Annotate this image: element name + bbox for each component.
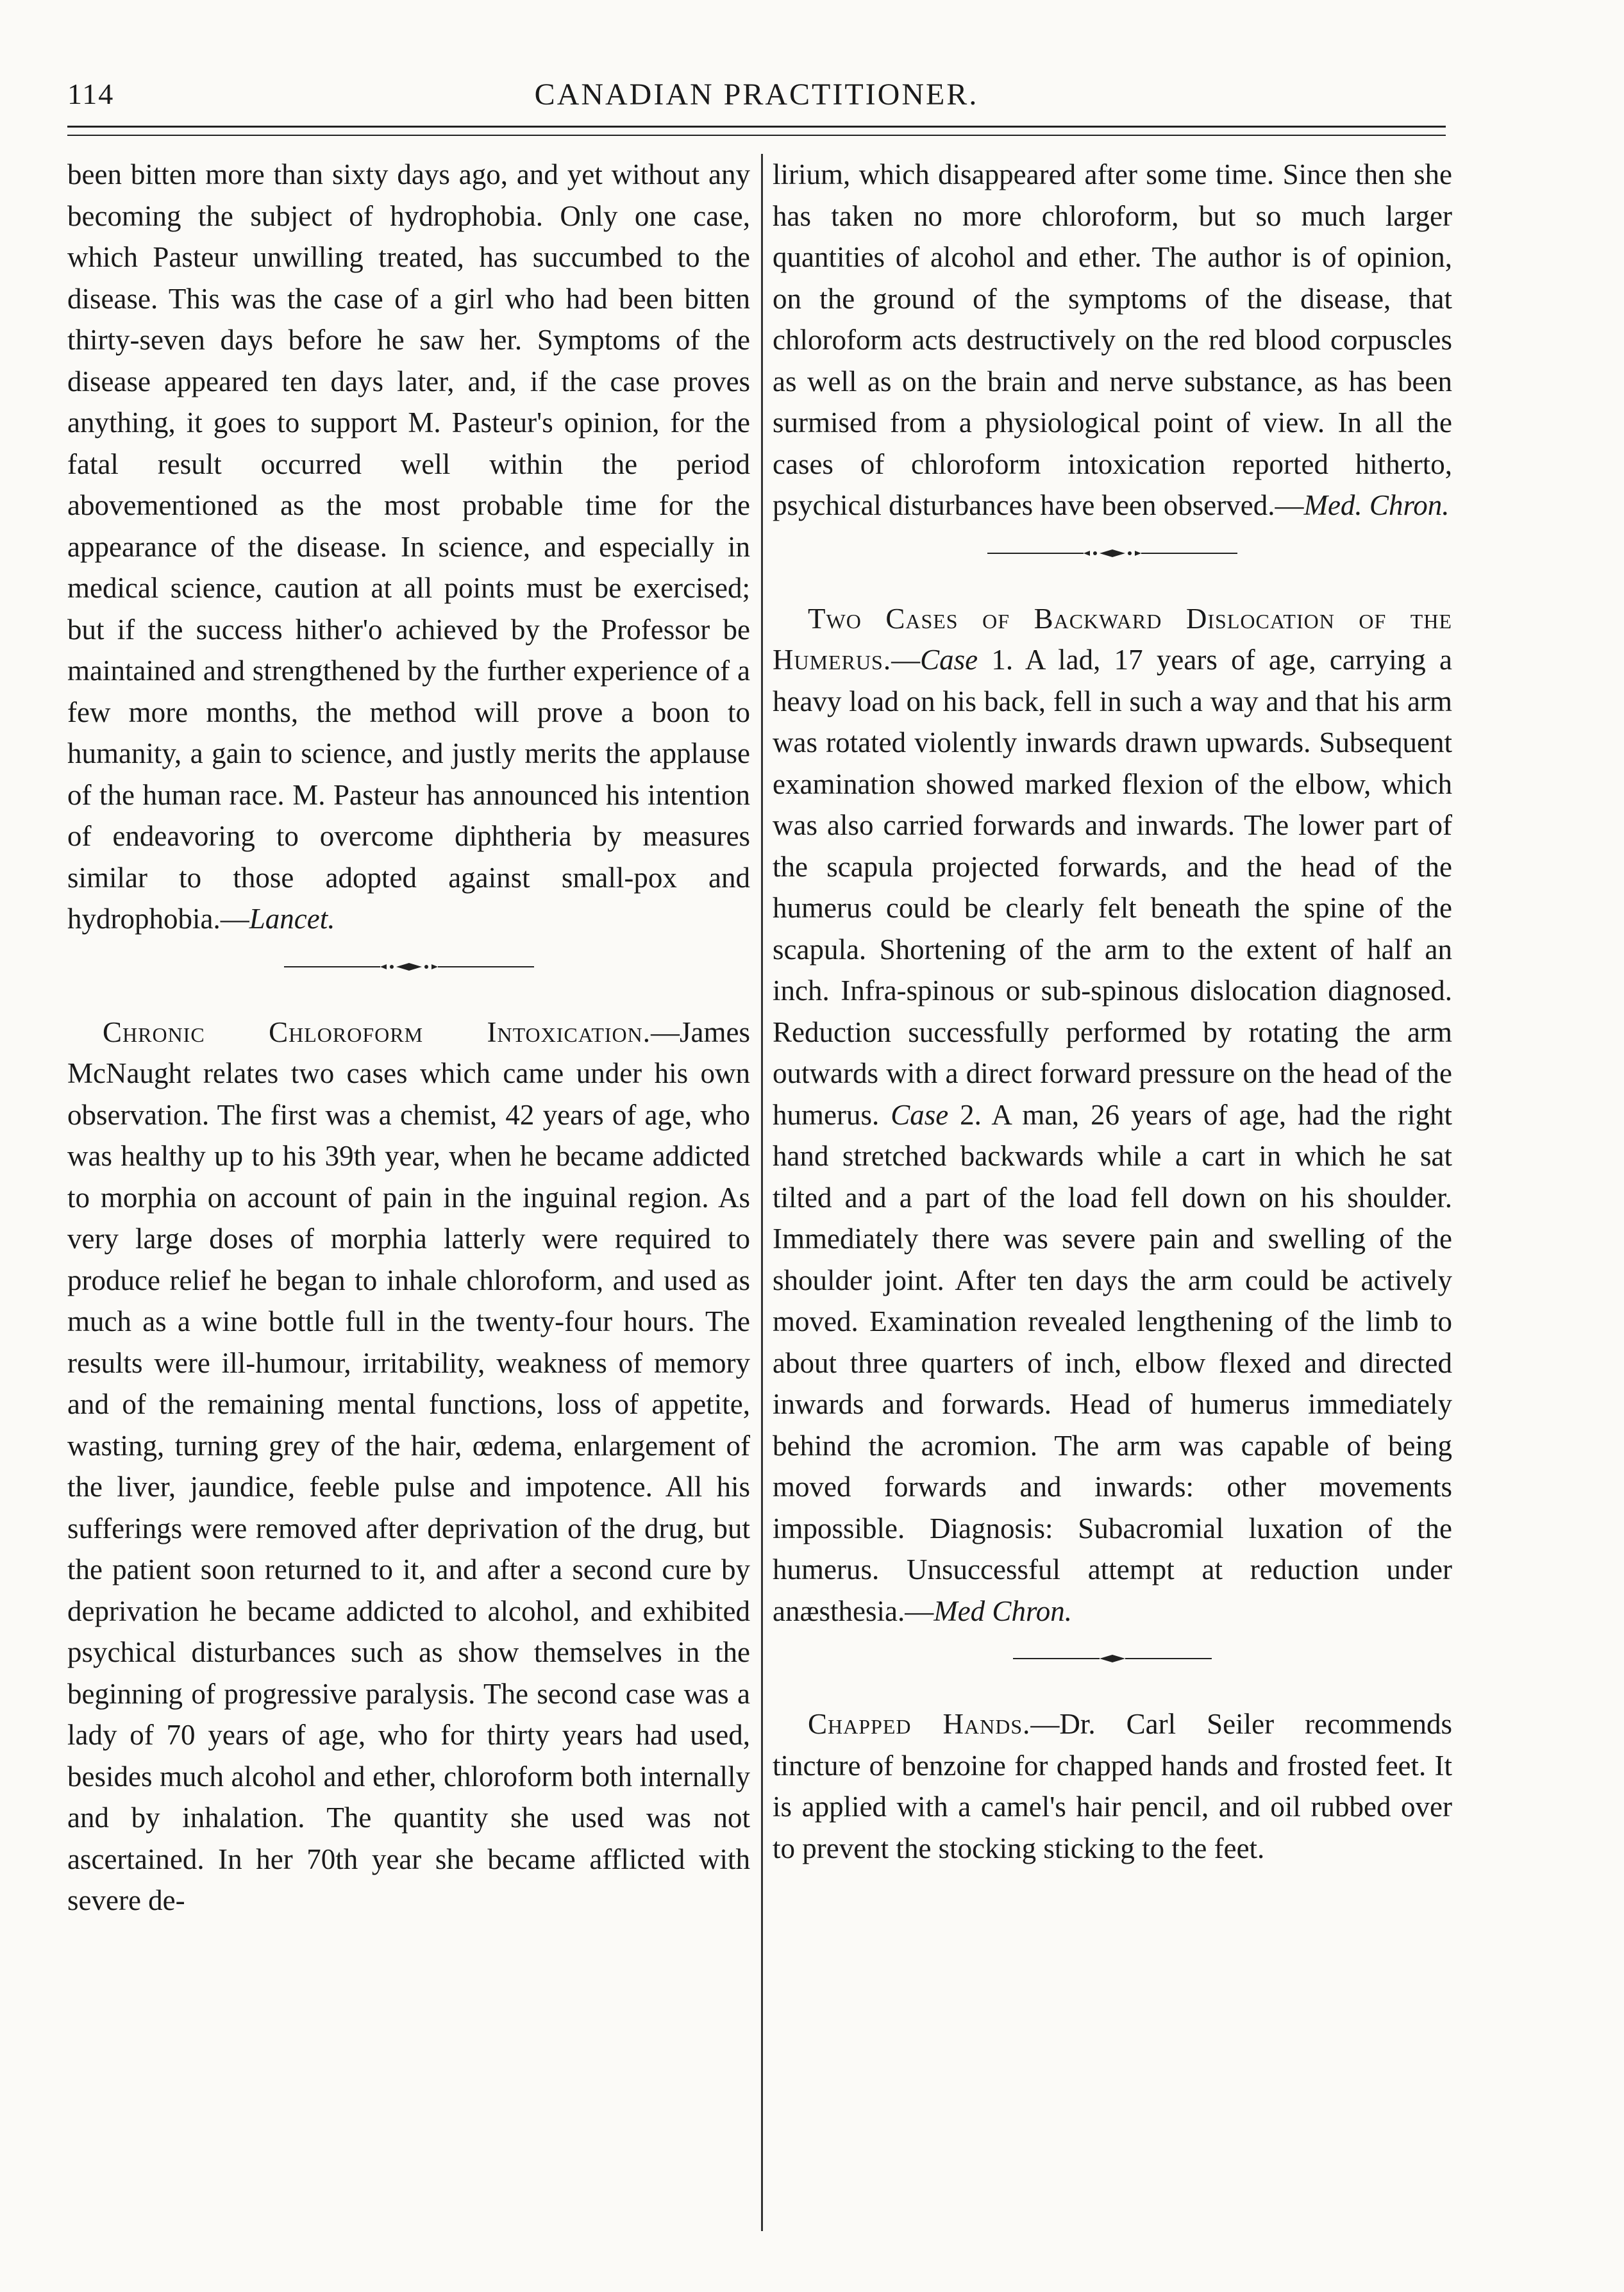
chloroform-continuation [773,154,1452,526]
column-divider [761,154,763,2231]
pasteur-source: Lancet. [249,903,335,935]
humerus-heading: Two Cases of Backward Dislocation of the Humerus. [773,602,1452,676]
case-1-label: Case [920,644,978,676]
chloroform-paragraph [67,1012,750,1921]
running-head [67,77,1446,128]
case-2-label: Case [891,1098,949,1131]
section-ornament [987,548,1237,558]
left-column [67,154,750,1921]
header-rule-top [67,126,1446,128]
section-ornament [1013,1653,1212,1664]
journal-title: CANADIAN PRACTITIONER. [534,78,979,112]
humerus-paragraph [773,598,1452,1632]
case-1-text: 1. A lad, 17 years of age, carrying a heavy load on his back, fell in such a way and that his arm was rotated violently inwards drawn upwards. Subsequent examination showed marked flexion of the elbow, which was also carried forwards and inwards. The lower part of the scapula projected forwards, and the head of the humerus could be clearly felt beneath the spine of the scapula. Shortening of the arm to the extent of half an inch. Infra-spinous or sub-spinous dislocation diagnosed. Reduction successfully performed by rotating the arm outwards with a direct forward pressure on the head of the humerus. [773,644,1452,1131]
humerus-dash: — [891,644,921,676]
case-2-text: 2. A man, 26 years of age, had the right hand stretched backwards while a cart in which he sat tilted and a part of the load fell down on his shoulder. Immediately there was severe pain and swelling of the shoulder joint. After ten days the arm could be actively moved. Examination revealed lengthening of the limb to about three quarters of inch, elbow flexed and directed inwards and forwards. Head of humerus immediately behind the acromion. The arm was capable of being moved forwards and inwards: other movements impossible. Diagnosis: Subacromial luxation of the humerus. Unsuccessful attempt at reduction under anæsthesia.— [773,1098,1452,1627]
chloroform-source: Med. Chron. [1303,489,1450,521]
section-ornament [284,962,534,972]
humerus-source: Med Chron. [933,1594,1073,1627]
pasteur-text: been bitten more than sixty days ago, and yet without any becoming the subject of hydrophobia. Only one case, which Pasteur unwilling treated, has succumbed to the disease. This was the case of a girl who had been bitten thirty-seven days before he saw her. Symptoms of the disease appeared ten days later, and, if the case proves anything, it goes to support M. Pasteur's opinion, for the fatal result occurred well within the period abovementioned as the most probable time for the appearance of the disease. In science, and especially in medical science, caution at all points must be exercised; but if the success hither'o achieved by the Professor be maintained and strengthened by the further experience of a few more months, the method will prove a boon to humanity, a gain to science, and justly merits the applause of the human race. M. Pasteur has announced his intention of endeavoring to overcome diphtheria by measures similar to those adopted against small-pox and hydrophobia.— [67,158,750,935]
header-rule-bottom [67,135,1446,136]
chloroform-text: —James McNaught relates two cases which came under his own observation. The first was a chemist, 42 years of age, who was healthy up to his 39th year, when he became addicted to morphia on account of pain in the inguinal region. As very large doses of morphia latterly were required to produce relief he began to inhale chloroform, and used as much as a wine bottle full in the twenty-four hours. The results were ill-humour, irritability, weakness of memory and of the remaining mental functions, loss of appetite, wasting, turning grey of the hair, œdema, enlargement of the liver, jaundice, feeble pulse and impotence. All his sufferings were removed after deprivation of the drug, but the patient soon returned to it, and after a second cure by deprivation he became addicted to alcohol, and exhibited psychical disturbances such as show themselves in the beginning of progressive paralysis. The second case was a lady of 70 years of age, who for thirty years had used, besides much alcohol and ether, chloroform both internally and by inhalation. The quantity she used was not ascertained. In her 70th year she became afflicted with severe de- [67,1016,750,1916]
page-number: 114 [67,78,115,110]
chapped-hands-heading: Chapped Hands. [808,1708,1031,1740]
chloroform-continuation-text: lirium, which disappeared after some time. Since then she has taken no more chloroform, but so much larger quantities of alcohol and ether. The author is of opinion, on the ground of the symptoms of the disease, that chloroform acts destructively on the red blood corpuscles as well as on the brain and nerve substance, as has been surmised from a physiological point of view. In all the cases of chloroform intoxication reported hitherto, psychical disturbances have been observed.— [773,158,1452,521]
chapped-hands-text: —Dr. Carl Seiler recommends tincture of benzoine for chapped hands and frosted feet. It is applied with a camel's hair pencil, and oil rubbed over to prevent the stocking sticking to the feet. [773,1708,1452,1864]
pasteur-paragraph [67,154,750,940]
chloroform-heading: Chronic Chloroform Intoxication. [103,1016,651,1048]
right-column [773,154,1452,1869]
chapped-hands-paragraph [773,1703,1452,1869]
